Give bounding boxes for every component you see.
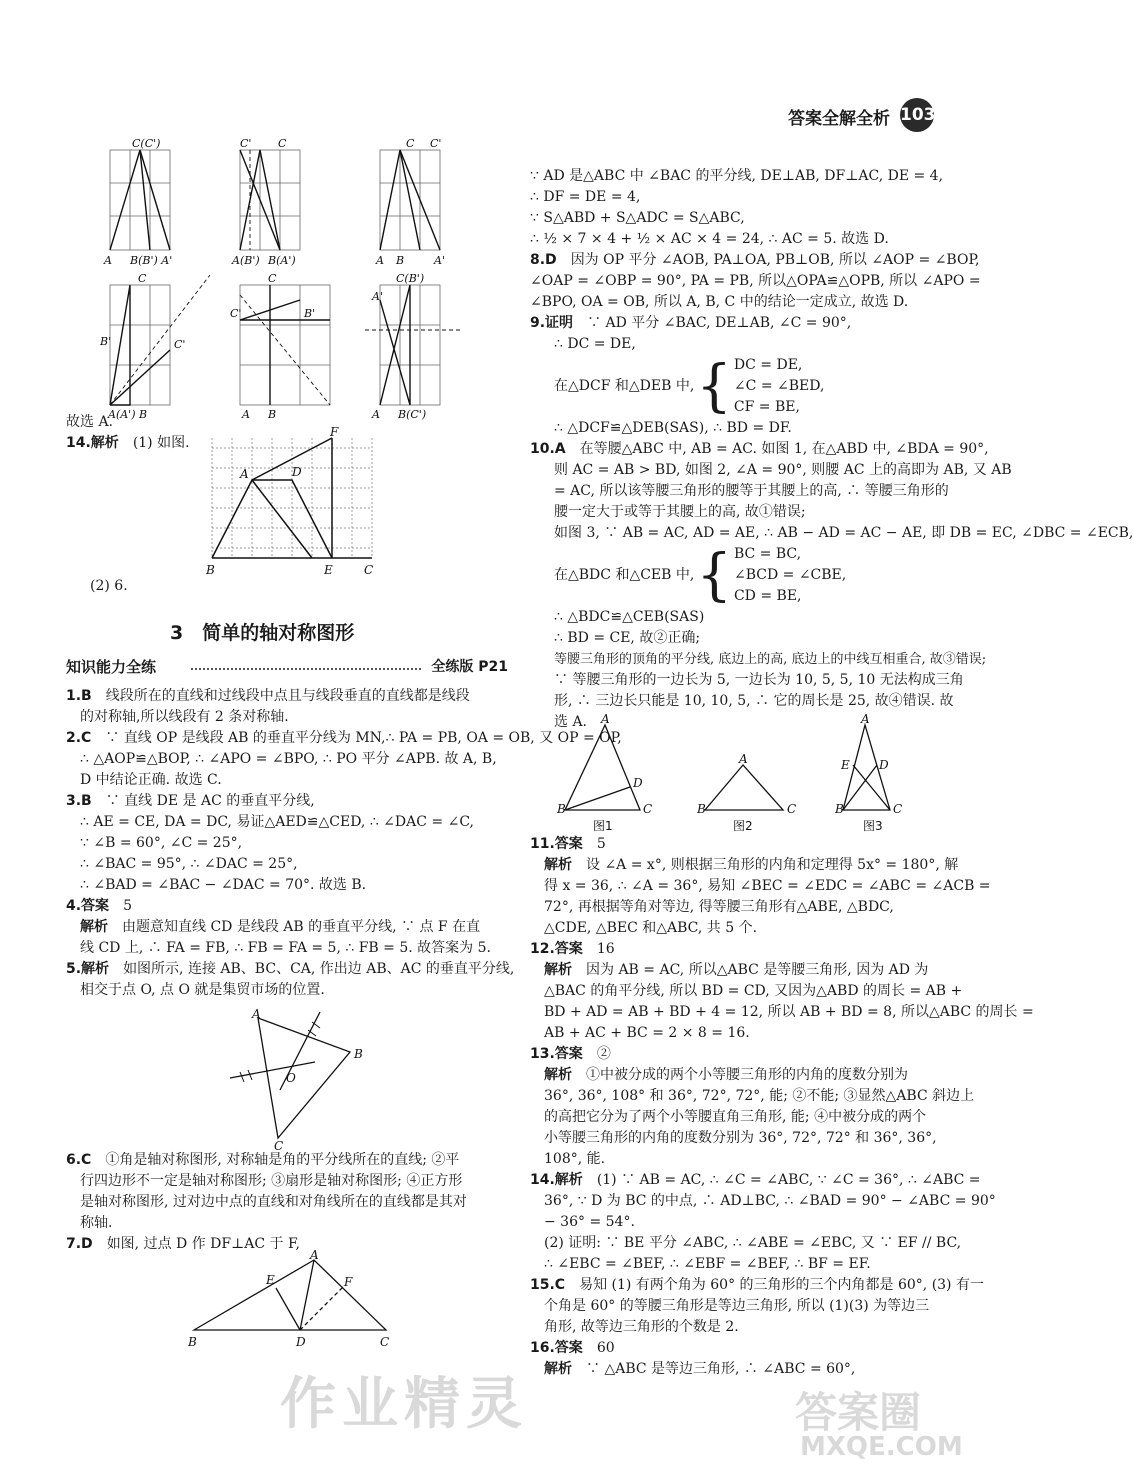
q10-text: 则 AC = AB > BD, 如图 2, ∠A = 90°, 则腰 AC 上的高即为 AB, 又 AB	[554, 462, 1012, 478]
q7-text: 如图, 过点 D 作 DF⊥AC 于 F,	[106, 1236, 300, 1252]
q9-text: ∵ AD 平分 ∠BAC, DE⊥AB, ∠C = 90°,	[587, 315, 852, 331]
svg-text:A: A	[252, 1007, 261, 1021]
q11-text: 72°, 再根据等角对等边, 得等腰三角形有△ABE, △BDC,	[544, 899, 894, 915]
q6-text: ①角是轴对称图形, 对称轴是角的平分线所在的直线; ②平	[105, 1152, 460, 1168]
q16-label: 16.答案	[530, 1340, 583, 1356]
right-column	[530, 166, 1133, 733]
q10-condition: BC = BC,	[733, 546, 802, 562]
q2-text: ∵ 直线 OP 是线段 AB 的垂直平分线为 MN,∴ PA = PB, OA = OB, 又 OP = OP,	[105, 730, 622, 746]
svg-text:C': C'	[430, 137, 442, 150]
watermark-url: MXQE.COM	[800, 1432, 963, 1462]
q12-text: AB + AC + BC = 2 × 8 = 16.	[544, 1025, 750, 1041]
q12-analysis-label: 解析	[544, 962, 572, 978]
q12-text: △BAC 的角平分线, 所以 BD = CD, 又因为△ABD 的周长 = AB +	[544, 983, 963, 999]
q9-condition: CF = BE,	[733, 399, 800, 415]
q9-condition: DC = DE,	[733, 357, 803, 373]
q5-text: 相交于点 O, 点 O 就是集贸市场的位置.	[80, 982, 325, 998]
q11-label: 11.答案	[530, 836, 583, 852]
svg-text:D: D	[292, 465, 302, 479]
q9-condition: ∠C = ∠BED,	[733, 378, 825, 394]
q10-label: 10.A	[530, 441, 566, 457]
svg-text:B(C'): B(C')	[398, 408, 427, 421]
svg-text:D: D	[633, 776, 643, 790]
page-number: 103	[900, 98, 934, 132]
svg-text:C': C'	[174, 338, 186, 351]
svg-text:A: A	[861, 712, 870, 726]
q12-text: BD + AD = AB + BD + 4 = 12, 所以 AB + BD = 8, 所以△ABC 的周长 =	[544, 1004, 1034, 1020]
svg-text:C: C	[787, 802, 797, 816]
q11-text: △CDE, △BEC 和△ABC, 共 5 个.	[544, 920, 758, 936]
q2-label: 2.C	[66, 730, 92, 746]
q10-text: ∴ BD = CE, 故②正确;	[554, 630, 701, 646]
svg-text:D: D	[879, 758, 889, 772]
q10-text: ∵ 等腰三角形的一边长为 5, 一边长为 10, 5, 5, 10 无法构成三角	[554, 672, 964, 688]
q15-text: 易知 (1) 有两个角为 60° 的三角形的三个内角都是 60°, (3) 有一	[579, 1277, 984, 1293]
q13-text: 36°, 36°, 108° 和 36°, 72°, 72°, 能; ②不能; ③显然△ABC 斜边上	[544, 1088, 975, 1104]
q3-text: ∵ ∠B = 60°, ∠C = 25°,	[80, 835, 243, 851]
svg-text:C: C	[268, 272, 277, 285]
q9-text: ∴ △DCF≌△DEB(SAS), ∴ BD = DF.	[554, 420, 792, 436]
q5-label: 5.解析	[66, 961, 110, 977]
q10-text: ∴ △BDC≌△CEB(SAS)	[554, 609, 705, 625]
q11-text: 得 x = 36, ∴ ∠A = 36°, 易知 ∠BEC = ∠EDC = ∠ABC = ∠ACB =	[544, 878, 991, 894]
svg-text:C: C	[274, 1139, 284, 1153]
svg-text:A': A'	[372, 290, 383, 303]
q13-text: 的高把它分为了两个小等腰直角三角形, 能; ④中被分成的两个	[544, 1109, 927, 1125]
q8-text: ∠BPO, OA = OB, 所以 A, B, C 中的结论一定成立, 故选 D.	[530, 294, 909, 310]
q12-label: 12.答案	[530, 941, 583, 957]
q13-analysis-label: 解析	[544, 1067, 572, 1083]
q4-answer: 5	[123, 898, 132, 914]
q6-text: 是轴对称图形, 过对边中点的直线和对角线所在的直线都是其对	[80, 1194, 467, 1210]
svg-text:B: B	[206, 563, 215, 577]
section-title: 3 简单的轴对称图形	[170, 622, 355, 644]
q10-text: 在等腰△ABC 中, AB = AC. 如图 1, 在△ABD 中, ∠BDA = 90°,	[579, 441, 989, 457]
svg-text:C(C'): C(C')	[132, 137, 161, 150]
svg-text:B': B'	[304, 307, 316, 320]
fig1-caption: 图1	[593, 819, 613, 833]
brace-symbol: {	[696, 353, 732, 419]
svg-text:F: F	[344, 1275, 353, 1289]
svg-text:A': A'	[434, 254, 445, 267]
brace-symbol: {	[696, 542, 732, 608]
q4-text: 线 CD 上, ∴ FA = FB, ∴ FB = FA = 5, ∴ FB = 5. 故答案为 5.	[80, 940, 491, 956]
svg-text:B: B	[697, 802, 706, 816]
q6-text: 行四边形不一定是轴对称图形; ③扇形是轴对称图形; ④正方形	[80, 1173, 463, 1189]
q9-text: ∴ DC = DE,	[554, 336, 636, 352]
q10-text: 等腰三角形的顶角的平分线, 底边上的高, 底边上的中线互相重合, 故③错误;	[554, 652, 987, 667]
q13-text: 108°, 能.	[544, 1151, 606, 1167]
q9-brace	[530, 355, 958, 418]
q14r-text: 36°, ∵ D 为 BC 的中点, ∴ AD⊥BC, ∴ ∠BAD = 90° − ∠ABC = 90°	[544, 1193, 996, 1209]
q3-label: 3.B	[66, 793, 92, 809]
svg-text:C': C'	[240, 137, 252, 150]
q10-condition: ∠BCD = ∠CBE,	[733, 567, 847, 583]
svg-text:E: E	[841, 758, 850, 772]
q2-text: ∴ △AOP≌△BOP, ∴ ∠APO = ∠BPO, ∴ PO 平分 ∠APB. 故 A, B,	[80, 751, 497, 767]
q14r-label: 14.解析	[530, 1172, 583, 1188]
q10-text: 如图 3, ∵ AB = AC, AD = AE, ∴ AB − AD = AC − AE, 即 DB = EC, ∠DBC = ∠ECB,	[554, 525, 1133, 541]
q11-answer: 5	[596, 836, 606, 852]
q11-analysis-label: 解析	[544, 857, 572, 873]
svg-text:B: B	[835, 802, 844, 816]
q10-text: 形, ∴ 三边长只能是 10, 10, 5, ∴ 它的周长是 25, 故④错误. 故	[554, 693, 954, 709]
q6-text: 称轴.	[80, 1215, 113, 1231]
q15-text: 角形, 故等边三角形的个数是 2.	[544, 1319, 739, 1335]
q3-text: ∴ ∠BAD = ∠BAC − ∠DAC = 70°. 故选 B.	[80, 877, 367, 893]
svg-text:A: A	[104, 254, 112, 267]
q7-cont-text: ∵ AD 是△ABC 中 ∠BAC 的平分线, DE⊥AB, DF⊥AC, DE = 4,	[530, 168, 944, 184]
q7-cont-text: ∵ S△ABD + S△ADC = S△ABC,	[530, 210, 745, 226]
q3-text: ∴ ∠BAC = 95°, ∴ ∠DAC = 25°,	[80, 856, 298, 872]
q13-end: 故选 A.	[66, 414, 114, 430]
q16-analysis-label: 解析	[544, 1361, 572, 1377]
svg-text:O: O	[286, 1071, 296, 1085]
bar-divider	[191, 668, 421, 670]
q8-label: 8.D	[530, 252, 557, 268]
svg-text:A: A	[372, 408, 380, 421]
q9-text: 在△DCF 和△DEB 中,	[554, 378, 695, 394]
q10-text: = AC, 所以该等腰三角形的腰等于其腰上的高, ∴ 等腰三角形的	[554, 483, 949, 499]
q5-text: 如图所示, 连接 AB、BC、CA, 作出边 AB、AC 的垂直平分线,	[123, 961, 515, 977]
svg-text:A: A	[739, 752, 748, 766]
bar-left-label: 知识能力全练	[66, 658, 157, 676]
q13-answer: ②	[596, 1046, 611, 1062]
q15-label: 15.C	[530, 1277, 566, 1293]
svg-text:C: C	[278, 137, 287, 150]
svg-text:A: A	[310, 1248, 319, 1262]
svg-text:C: C	[380, 1335, 390, 1349]
q3-text: ∴ AE = CE, DA = DC, 易证△AED≌△CED, ∴ ∠DAC = ∠C,	[80, 814, 474, 830]
q14r-text: (2) 证明: ∵ BE 平分 ∠ABC, ∴ ∠ABE = ∠EBC, 又 ∵ EF // BC,	[544, 1235, 962, 1251]
svg-text:C: C	[364, 563, 374, 577]
svg-text:F: F	[330, 425, 339, 439]
q2-text: D 中结论正确. 故选 C.	[80, 772, 222, 788]
svg-text:E: E	[324, 563, 333, 577]
svg-text:C: C	[138, 272, 147, 285]
q7-figure	[180, 1250, 400, 1350]
svg-text:A(A') B: A(A') B	[108, 408, 148, 421]
q14r-text: (1) ∵ AB = AC, ∴ ∠C = ∠ABC, ∵ ∠C = 36°, ∴ ∠ABC =	[596, 1172, 981, 1188]
q14-label: 14.解析	[66, 435, 119, 451]
watermark-logo: 答案圈	[795, 1388, 922, 1437]
svg-text:B: B	[188, 1335, 197, 1349]
q14r-text: − 36° = 54°.	[544, 1214, 635, 1230]
q8-text: 因为 OP 平分 ∠AOB, PA⊥OA, PB⊥OB, 所以 ∠AOP = ∠BOP,	[570, 252, 980, 268]
q14-text: (1) 如图.	[132, 435, 190, 451]
q14r-text: ∴ ∠EBC = ∠BEF, ∴ ∠EBF = ∠BEF, ∴ BF = EF.	[544, 1256, 871, 1272]
q15-text: 个角是 60° 的等腰三角形是等边三角形, 所以 (1)(3) 为等边三	[544, 1298, 930, 1314]
q1-text: 线段所在的直线和过线段中点且与线段垂直的直线都是线段	[105, 688, 470, 704]
q1-label: 1.B	[66, 688, 92, 704]
q14-part2	[66, 576, 508, 597]
svg-text:C(B'): C(B')	[396, 272, 425, 285]
svg-text:A: A	[242, 408, 250, 421]
q6-label: 6.C	[66, 1152, 92, 1168]
left-answers-2	[66, 1150, 508, 1255]
q14-grid-figure	[200, 425, 390, 578]
q9-label: 9.证明	[530, 315, 574, 331]
header-title: 答案全解全析	[788, 109, 890, 129]
q10-text: 选 A.	[554, 714, 588, 730]
q13-label: 13.答案	[530, 1046, 583, 1062]
q4-label: 4.答案	[66, 898, 110, 914]
q10-figures	[545, 712, 920, 835]
q5-figure	[220, 1007, 380, 1153]
svg-text:A: A	[376, 254, 384, 267]
svg-text:A: A	[601, 712, 610, 726]
svg-text:A(B'): A(B')	[232, 254, 260, 267]
svg-text:E: E	[266, 1273, 275, 1287]
q8-text: ∠OAP = ∠OBP = 90°, PA = PB, 所以△OPA≌△OPB, 所以 ∠APO =	[530, 273, 981, 289]
page-header	[780, 100, 945, 130]
svg-text:D: D	[296, 1335, 306, 1349]
q12-text: 因为 AB = AC, 所以△ABC 是等腰三角形, 因为 AD 为	[586, 962, 929, 978]
svg-text:A: A	[240, 467, 249, 481]
q7-cont-text: ∴ DF = DE = 4,	[530, 189, 641, 205]
q3-text: ∵ 直线 DE 是 AC 的垂直平分线,	[105, 793, 315, 809]
q13-text: 小等腰三角形的内角的度数分别为 36°, 72°, 72° 和 36°, 36°,	[544, 1130, 937, 1146]
svg-text:C: C	[643, 802, 653, 816]
q11-text: 设 ∠A = x°, 则根据三角形的内角和定理得 5x° = 180°, 解	[586, 857, 959, 873]
q12-answer: 16	[596, 941, 615, 957]
svg-text:B(B') A': B(B') A'	[130, 254, 173, 267]
q10-condition: CD = BE,	[733, 588, 802, 604]
q7-label: 7.D	[66, 1236, 93, 1252]
watermark-text: 作业精灵	[280, 1372, 528, 1437]
q4-analysis-label: 解析	[80, 919, 108, 935]
q10-text: 在△BDC 和△CEB 中,	[554, 567, 695, 583]
left-column	[66, 140, 508, 454]
svg-text:C: C	[893, 802, 903, 816]
svg-text:C': C'	[230, 307, 242, 320]
q4-text: 由题意知直线 CD 是线段 AB 的垂直平分线, ∵ 点 F 在直	[122, 919, 481, 935]
bar-right-label: 全练版 P21	[431, 659, 508, 675]
q10-text: 腰一定大于或等于其腰上的高, 故①错误;	[554, 504, 806, 520]
q13-text: ①中被分成的两个小等腰三角形的内角的度数分别为	[586, 1067, 908, 1083]
svg-text:B: B	[268, 408, 277, 421]
right-answers-2	[530, 834, 1034, 1380]
svg-text:B': B'	[100, 335, 112, 348]
q14-answer-2: (2) 6.	[90, 578, 128, 594]
section-bar	[66, 656, 508, 678]
svg-text:B: B	[354, 1047, 363, 1061]
q16-answer: 60	[596, 1340, 615, 1356]
fig3-caption: 图3	[863, 819, 883, 833]
svg-text:C: C	[406, 137, 415, 150]
svg-text:B: B	[557, 802, 566, 816]
svg-text:B(A'): B(A')	[268, 254, 296, 267]
q1-text: 的对称轴,所以线段有 2 条对称轴.	[80, 709, 289, 725]
q16-text: ∵ △ABC 是等边三角形, ∴ ∠ABC = 60°,	[586, 1361, 856, 1377]
q10-brace	[530, 544, 958, 607]
fig2-caption: 图2	[733, 819, 753, 833]
svg-text:B: B	[396, 254, 405, 267]
q7-cont-text: ∴ ½ × 7 × 4 + ½ × AC × 4 = 24, ∴ AC = 5. 故选 D.	[530, 231, 889, 247]
